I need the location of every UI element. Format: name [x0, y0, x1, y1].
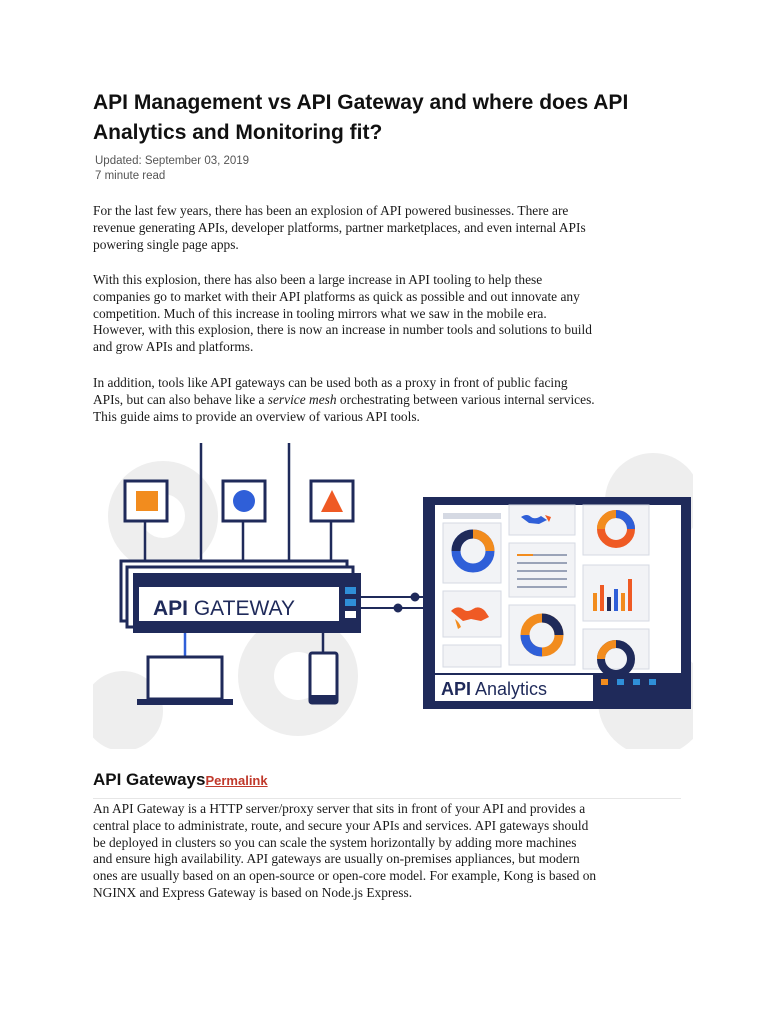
updated-date: Updated: September 03, 2019 — [95, 155, 250, 167]
blue-circle-icon — [233, 490, 255, 512]
laptop-base — [137, 699, 233, 705]
bar — [593, 593, 597, 611]
api-gateway-analytics-illustration — [93, 441, 693, 749]
text-line: competition. Much of this increase in tooling mirrors what we saw in the mobile era. — [93, 305, 547, 321]
text-line: In addition, tools like API gateways can be used both as a proxy in front of public facing — [93, 375, 568, 390]
text-line: With this explosion, there has also been a large increase in API tooling to help these — [93, 272, 543, 287]
text-line: and grow APIs and platforms. — [93, 339, 254, 355]
article-meta — [95, 154, 249, 184]
text-fragment: APIs, but can also behave like a — [93, 391, 268, 407]
text-line: central place to administrate, route, and secure your APIs and services. API gateways should — [93, 817, 589, 833]
title-line-1: API Management vs API Gateway and where does API — [93, 91, 629, 114]
analytics-label — [441, 679, 547, 699]
text-line: revenue generating APIs, developer platforms, partner marketplaces, and even internal APIs — [93, 219, 586, 235]
text-line: ones are usually based on an open-source or open-core model. For example, Kong is based on — [93, 868, 597, 884]
status-led-icon — [345, 587, 356, 594]
api-analytics-dashboard — [423, 497, 691, 709]
text-line: powering single page apps. — [93, 236, 239, 252]
text-line: NGINX and Express Gateway is based on Node.js Express. — [93, 884, 413, 900]
link-node — [412, 594, 419, 601]
gateway-label-bold: API — [153, 597, 189, 620]
bar — [628, 579, 632, 611]
text-line — [93, 392, 683, 409]
text-line: However, with this explosion, there is now an increase in number tools and solutions to build — [93, 322, 592, 338]
title-line-2: Analytics and Monitoring fit? — [93, 121, 383, 144]
section-heading-text: API Gateways — [93, 770, 206, 789]
tooling-paragraph — [93, 272, 683, 356]
status-led-icon — [345, 599, 356, 606]
link-node — [395, 605, 402, 612]
text-line: This guide aims to provide an overview of various API tools. — [93, 408, 420, 424]
api-gateway-paragraph — [93, 801, 683, 902]
bar — [621, 593, 625, 611]
laptop-icon — [137, 657, 233, 705]
tile — [443, 513, 501, 519]
section-heading-api-gateways — [93, 770, 268, 790]
intro-paragraph — [93, 203, 683, 253]
text-line: be deployed in clusters so you can scale the system horizontally by adding more machines — [93, 834, 577, 850]
service-boxes — [125, 481, 353, 521]
section-divider — [93, 798, 681, 799]
donut-tile — [583, 629, 649, 669]
status-led-icon — [633, 679, 640, 685]
phone-bottom — [310, 695, 337, 703]
orange-square-icon — [136, 491, 158, 511]
permalink-link[interactable]: Permalink — [205, 773, 268, 788]
status-led-icon — [617, 679, 624, 685]
bar — [607, 597, 611, 611]
phone-icon — [310, 653, 337, 703]
bar — [614, 589, 618, 611]
text-fragment: orchestrating between various internal services. — [336, 391, 595, 407]
analytics-label-bold: API — [441, 679, 472, 699]
status-led-icon — [649, 679, 656, 685]
status-led-icon — [601, 679, 608, 685]
status-led-icon — [345, 611, 356, 618]
text-line: and ensure high availability. API gateways are usually on-premises appliances, but modern — [93, 851, 580, 867]
analytics-label-rest: Analytics — [471, 679, 548, 699]
article-title — [93, 88, 693, 148]
guide-paragraph — [93, 375, 683, 425]
service-mesh-emphasis: service mesh — [267, 391, 337, 407]
api-gateway-box — [121, 561, 361, 633]
text-line: An API Gateway is a HTTP server/proxy server that sits in front of your API and provides a — [93, 801, 586, 816]
bar — [600, 585, 604, 611]
gateway-label-rest: GATEWAY — [188, 597, 295, 620]
text-line: companies go to market with their API platforms as quick as possible and out innovate any — [93, 288, 580, 304]
gateway-label — [153, 597, 295, 620]
laptop-screen — [148, 657, 222, 699]
text-line: For the last few years, there has been an explosion of API powered businesses. There are — [93, 203, 569, 218]
tile — [443, 645, 501, 667]
read-time: 7 minute read — [95, 170, 166, 182]
